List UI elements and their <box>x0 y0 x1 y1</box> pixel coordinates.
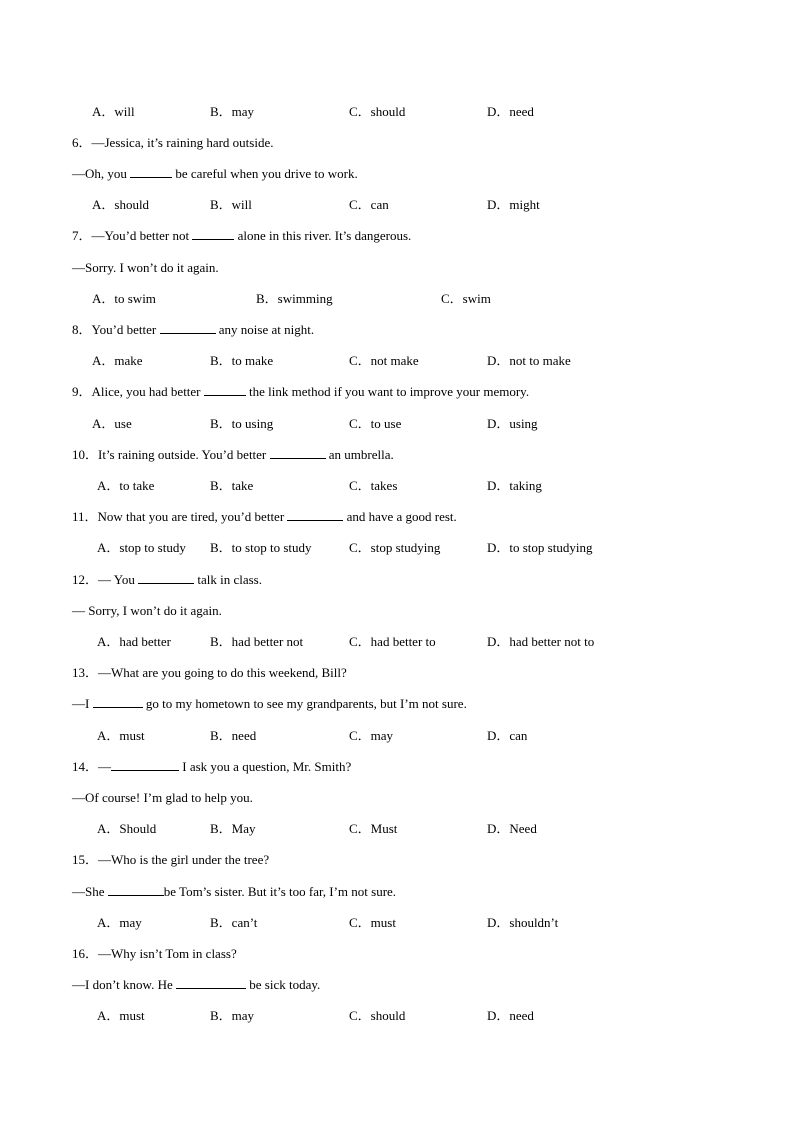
option-b[interactable]: B．can’t <box>210 915 258 930</box>
option-b[interactable]: B．had better not <box>210 634 304 649</box>
option-b[interactable]: B．May <box>210 821 256 836</box>
option-c[interactable]: C．should <box>349 1008 406 1023</box>
option-c[interactable]: C．Must <box>349 821 398 836</box>
options-q9 <box>0 415 794 433</box>
options-q10 <box>0 477 794 495</box>
option-a[interactable]: A．must <box>97 1008 145 1023</box>
question-11-stem: 11．Now that you are tired, you’d better and have a good rest. <box>72 509 457 524</box>
question-7-dialog: —Sorry. I won’t do it again. <box>72 260 219 275</box>
option-a[interactable]: A．stop to study <box>97 540 186 555</box>
option-a[interactable]: A．had better <box>97 634 172 649</box>
question-14-stem: 14．— I ask you a question, Mr. Smith? <box>72 759 352 774</box>
option-b[interactable]: B．swimming <box>256 291 333 306</box>
option-d[interactable]: D．to stop studying <box>487 540 593 555</box>
options-q7 <box>0 290 794 308</box>
option-c[interactable]: C．must <box>349 915 396 930</box>
question-9-stem: 9．Alice, you had better the link method if you want to improve your memory. <box>72 384 530 399</box>
option-c[interactable]: C．may <box>349 728 394 743</box>
answer-blank[interactable] <box>176 976 246 989</box>
option-a[interactable]: A．make <box>92 353 143 368</box>
option-b[interactable]: B．may <box>210 104 255 119</box>
question-6-stem: 6．—Jessica, it’s raining hard outside. <box>72 135 274 150</box>
options-q16 <box>0 1007 794 1025</box>
option-b[interactable]: B．will <box>210 197 252 212</box>
answer-blank[interactable] <box>130 165 172 178</box>
question-12-stem: 12．— You talk in class. <box>72 572 262 587</box>
answer-blank[interactable] <box>204 383 246 396</box>
answer-blank[interactable] <box>287 508 343 521</box>
option-b[interactable]: B．to using <box>210 416 274 431</box>
option-d[interactable]: D．Need <box>487 821 537 836</box>
question-13-stem: 13．—What are you going to do this weekend, Bill? <box>72 665 347 680</box>
option-a[interactable]: A．will <box>92 104 135 119</box>
question-16-stem: 16．—Why isn’t Tom in class? <box>72 946 237 961</box>
options-q11 <box>0 539 794 557</box>
option-b[interactable]: B．need <box>210 728 257 743</box>
option-d[interactable]: D．might <box>487 197 540 212</box>
question-15-stem: 15．—Who is the girl under the tree? <box>72 852 270 867</box>
option-a[interactable]: A．to take <box>97 478 155 493</box>
answer-blank[interactable] <box>138 571 194 584</box>
option-b[interactable]: B．to make <box>210 353 274 368</box>
option-b[interactable]: B．take <box>210 478 254 493</box>
options-q13 <box>0 727 794 745</box>
answer-blank[interactable] <box>93 695 143 708</box>
options-q6 <box>0 196 794 214</box>
options-q12 <box>0 633 794 651</box>
option-a[interactable]: A．may <box>97 915 142 930</box>
option-c[interactable]: C．can <box>349 197 389 212</box>
question-12-dialog: — Sorry, I won’t do it again. <box>72 603 222 618</box>
question-6-dialog: —Oh, you be careful when you drive to work. <box>72 166 358 181</box>
options-q8 <box>0 352 794 370</box>
option-c[interactable]: C．swim <box>441 291 491 306</box>
option-a[interactable]: A．to swim <box>92 291 156 306</box>
option-c[interactable]: C．had better to <box>349 634 436 649</box>
option-d[interactable]: D．can <box>487 728 528 743</box>
option-c[interactable]: C．to use <box>349 416 402 431</box>
option-d[interactable]: D．need <box>487 1008 534 1023</box>
option-c[interactable]: C．not make <box>349 353 419 368</box>
answer-blank[interactable] <box>270 446 326 459</box>
question-8-stem: 8．You’d better any noise at night. <box>72 322 315 337</box>
option-d[interactable]: D．had better not to <box>487 634 595 649</box>
option-a[interactable]: A．should <box>92 197 150 212</box>
options-q5 <box>0 103 794 121</box>
option-a[interactable]: A．Should <box>97 821 157 836</box>
question-10-stem: 10．It’s raining outside. You’d better an umbrella. <box>72 447 394 462</box>
question-7-stem: 7．—You’d better not alone in this river. It’s dangerous. <box>72 228 412 243</box>
option-d[interactable]: D．need <box>487 104 534 119</box>
question-15-dialog: —She be Tom’s sister. But it’s too far, I’m not sure. <box>72 884 397 899</box>
question-16-dialog: —I don’t know. He be sick today. <box>72 977 321 992</box>
options-q15 <box>0 914 794 932</box>
option-c[interactable]: C．should <box>349 104 406 119</box>
answer-blank[interactable] <box>108 883 164 896</box>
option-c[interactable]: C．takes <box>349 478 398 493</box>
option-d[interactable]: D．taking <box>487 478 542 493</box>
question-14-dialog: —Of course! I’m glad to help you. <box>72 790 253 805</box>
answer-blank[interactable] <box>192 227 234 240</box>
option-c[interactable]: C．stop studying <box>349 540 441 555</box>
option-d[interactable]: D．shouldn’t <box>487 915 559 930</box>
answer-blank[interactable] <box>111 758 179 771</box>
option-b[interactable]: B．to stop to study <box>210 540 312 555</box>
option-d[interactable]: D．not to make <box>487 353 571 368</box>
option-d[interactable]: D．using <box>487 416 538 431</box>
option-a[interactable]: A．use <box>92 416 132 431</box>
option-b[interactable]: B．may <box>210 1008 255 1023</box>
option-a[interactable]: A．must <box>97 728 145 743</box>
question-13-dialog: —I go to my hometown to see my grandparents, but I’m not sure. <box>72 696 467 711</box>
options-q14 <box>0 820 794 838</box>
answer-blank[interactable] <box>160 321 216 334</box>
